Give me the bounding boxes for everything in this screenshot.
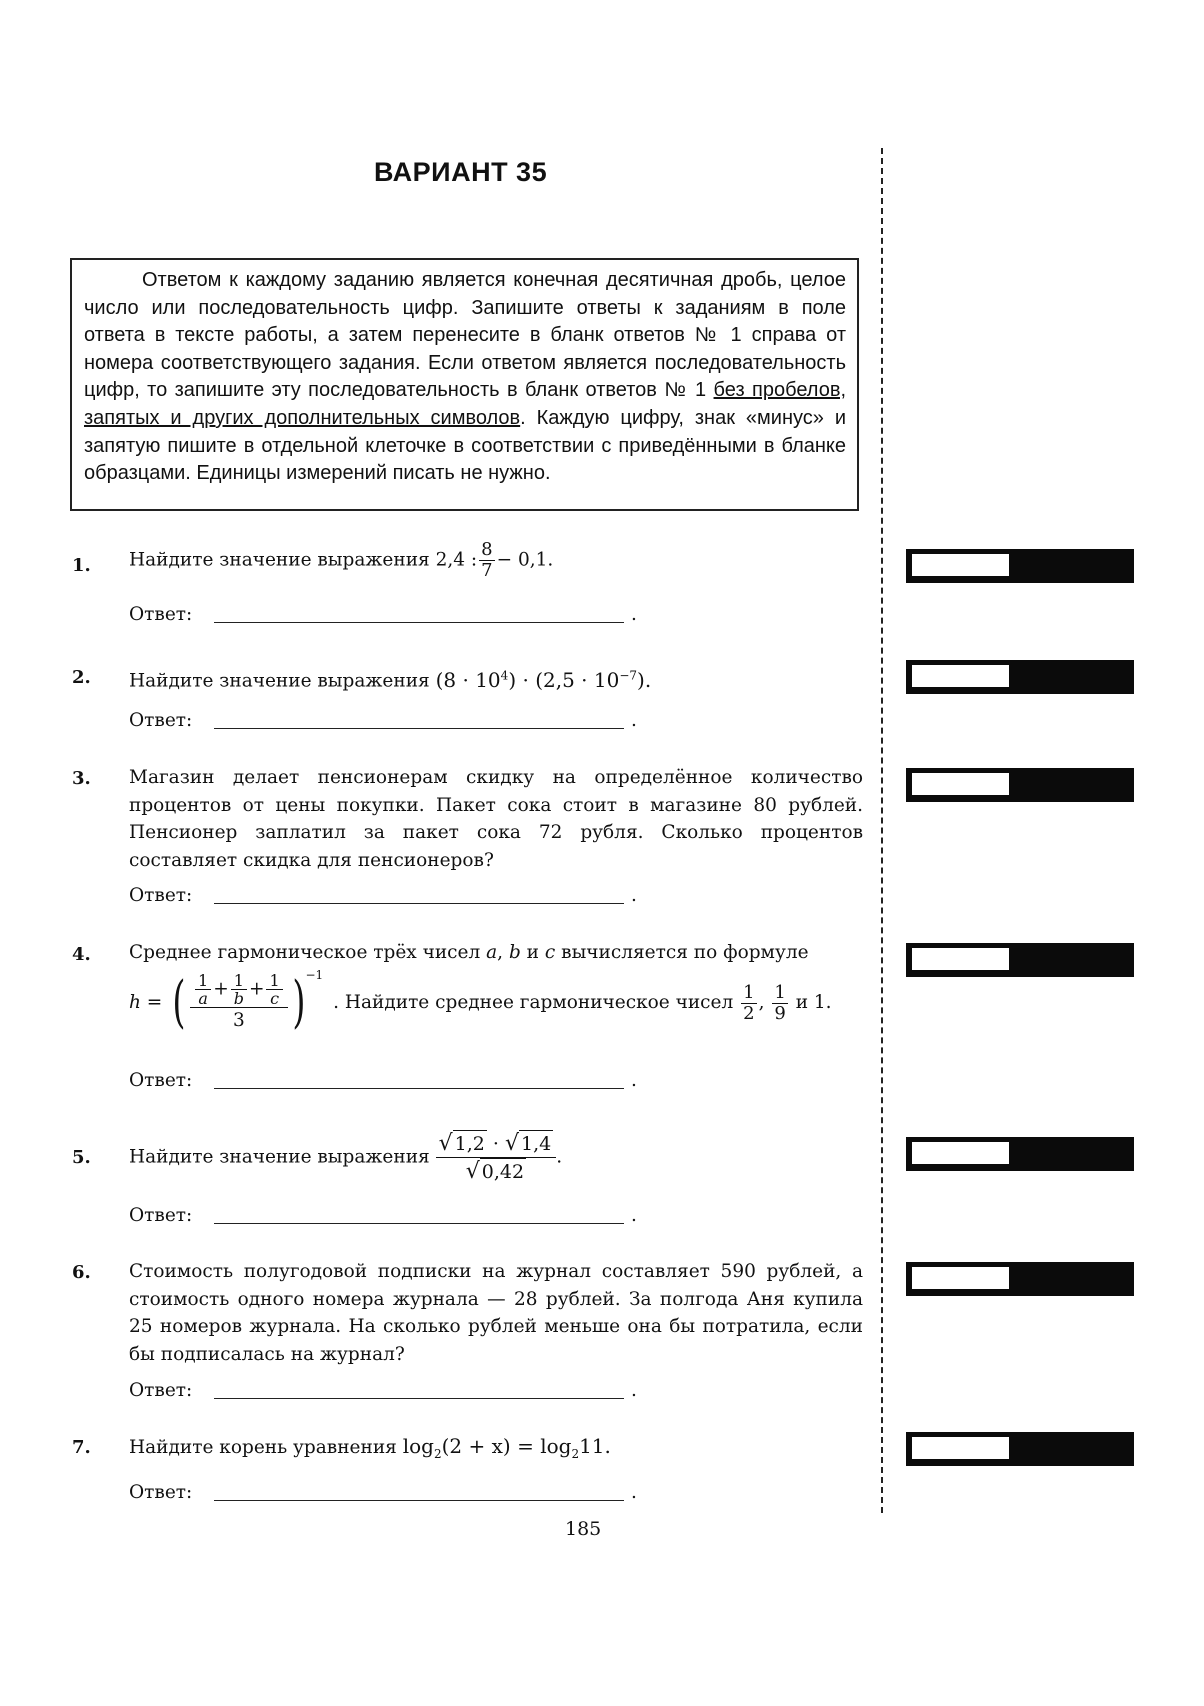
answer-sheet-box — [906, 660, 1134, 694]
answer-field[interactable]: Ответ: . — [129, 1380, 637, 1401]
task-2-text: Найдите значение выражения $(8 \cdot 10^4) \cdot (2,5 \cdot 10^{-7})$. — [129, 667, 652, 692]
answer-field[interactable]: Ответ: . — [129, 1482, 637, 1503]
answer-field[interactable]: Ответ: . — [129, 885, 637, 906]
page-title: ВАРИАНТ 35 — [374, 157, 548, 187]
answer-sheet-box — [906, 768, 1134, 802]
task-number: 5. — [72, 1147, 91, 1168]
task-number: 1. — [72, 555, 91, 576]
task-4-formula: h = ( $\frac{1}{a}$ + $\frac{1}{b}$ + $\frac{1}{c}$ 3 )$^{-1}$ . Найдите среднее гармоническое чисел $\frac{1}{2}$ , $\frac{1}{9}$ и 1. — [129, 967, 832, 1035]
answer-sheet-box — [906, 1262, 1134, 1296]
task-number: 6. — [72, 1262, 91, 1283]
instructions-underlined: без пробелов, запятых и других дополнительных символов — [84, 379, 846, 429]
page-number: 185 — [565, 1518, 602, 1540]
answer-field[interactable]: Ответ: . — [129, 604, 637, 625]
task-number: 7. — [72, 1437, 91, 1458]
task-5-text: Найдите значение выражения $\frac{√ 1,2 \cdot √ 1,4}{√ 0,42}$ . — [129, 1131, 563, 1184]
task-7-text: Найдите корень уравнения $\log_2(2 + x) = \log_211$. — [129, 1434, 611, 1461]
answer-field[interactable]: Ответ: . — [129, 1205, 637, 1226]
answer-sheet-box — [906, 549, 1134, 583]
task-6-text: Стоимость полугодовой подписки на журнал составляет 590 рублей, а стоимость одного номера журнала — 28 рублей. За полгода Аня купила 25 номеров журнала. На сколько рублей меньше она бы потратила, если бы подписалась на журнал? — [129, 1261, 863, 1365]
task-1-text: Найдите значение выражения 2,4 : $\frac{8}{7}$ − 0,1. — [129, 539, 554, 581]
instructions-text: Ответом к каждому заданию является конечная десятичная дробь, целое число или последовательность цифр. Запишите ответы к заданиям в поле ответа в тексте работы, а затем перенесите в бланк ответов № 1 справа от номера соответствующего задания. Если ответом является последовательность цифр, то запишите эту последовательность в бланк ответов № 1 без пробелов, запятых и других дополнительных символов. Каждую цифру, знак «минус» и запятую пишите в отдельной клеточке в соответствии с приведёнными в бланке образцами. Единицы измерений писать не нужно. — [84, 269, 846, 485]
cut-line — [881, 148, 883, 1513]
answer-sheet-box — [906, 943, 1134, 977]
instructions-box — [70, 258, 859, 511]
task-number: 2. — [72, 667, 91, 688]
answer-field[interactable]: Ответ: . — [129, 710, 637, 731]
task-4-text: Среднее гармоническое трёх чисел a, b и c вычисляется по формуле — [129, 942, 809, 963]
answer-sheet-box — [906, 1432, 1134, 1466]
task-number: 3. — [72, 768, 91, 789]
task-3-text: Магазин делает пенсионерам скидку на определённое количество процентов от цены покупки. Пакет сока стоит в магазине 80 рублей. Пенсионер заплатил за пакет сока 72 рубля. Сколько процентов составляет скидка для пенсионеров? — [129, 767, 863, 871]
task-number: 4. — [72, 944, 91, 965]
answer-field[interactable]: Ответ: . — [129, 1070, 637, 1091]
answer-sheet-box — [906, 1137, 1134, 1171]
